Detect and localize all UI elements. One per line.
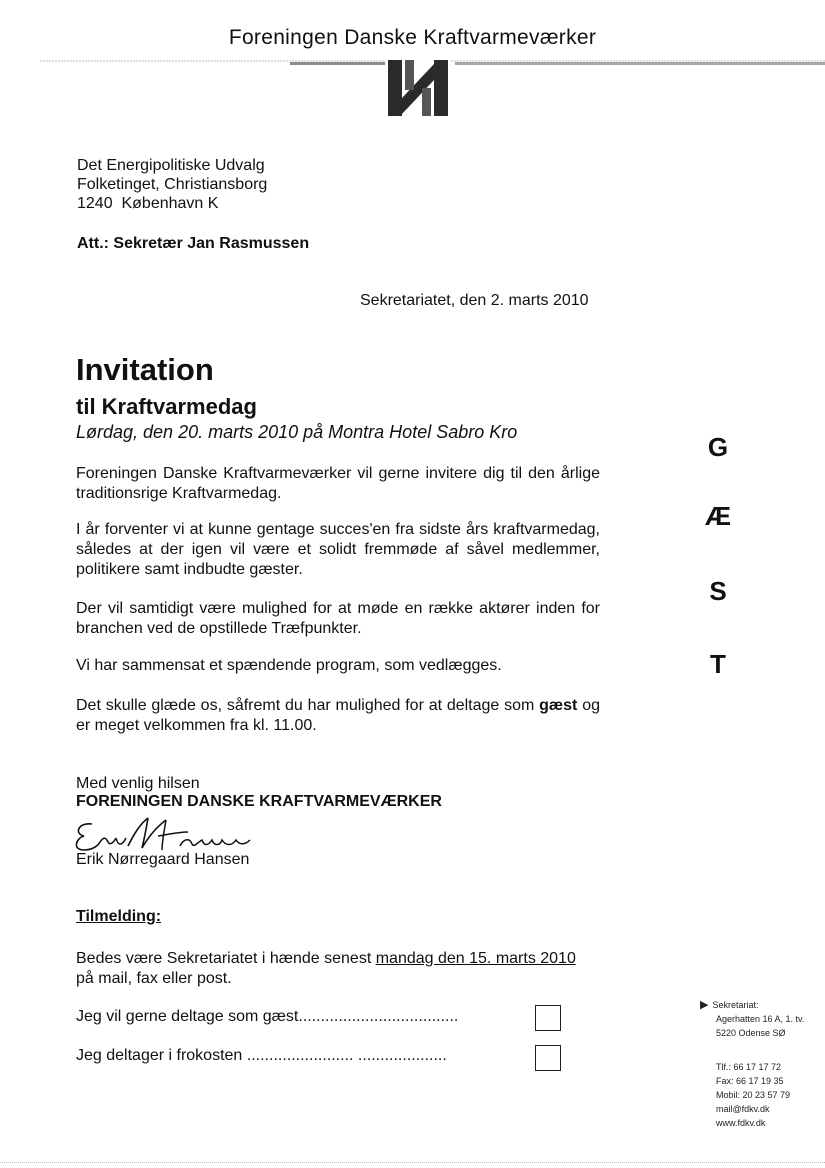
registration-text bbox=[76, 949, 576, 989]
body-paragraph: Foreningen Danske Kraftvarmeværker vil gerne invitere dig til den årlige traditionsrige Kraftvarmedag. bbox=[76, 465, 600, 502]
handwritten-signature bbox=[70, 812, 260, 856]
body-paragraph: Der vil samtidigt være mulighed for at møde en række aktører inden for branchen ved de opstillede Træfpunkter. bbox=[76, 600, 600, 637]
body-text: og er meget velkommen fra kl. 11.00. bbox=[76, 697, 600, 734]
body-paragraph: I år forventer vi at kunne gentage succes'en fra sidste års kraftvarmedag, således at der igen vil være et solidt fremmøde af såvel medlemmer, politikere samt indbudte gæster. bbox=[76, 521, 600, 578]
contact-phone: Tlf.: 66 17 17 72 bbox=[716, 1062, 782, 1072]
option-guest-label: Jeg vil gerne deltage som gæst.................................... bbox=[76, 1008, 459, 1025]
letterhead-title: Foreningen Danske Kraftvarmeværker bbox=[228, 26, 597, 49]
guest-letter: T bbox=[710, 649, 726, 679]
event-date-place: Lørdag, den 20. marts 2010 på Montra Hotel Sabro Kro bbox=[76, 422, 518, 442]
contact-mobile: Mobil: 20 23 57 79 bbox=[716, 1090, 791, 1100]
option-lunch-label: Jeg deltager i frokosten ........................ .................... bbox=[76, 1047, 447, 1064]
contact-label: Sekretariat: bbox=[712, 1000, 759, 1010]
guest-checkbox[interactable] bbox=[535, 1005, 561, 1031]
registration-text-part: på mail, fax eller post. bbox=[76, 970, 232, 987]
attention-line: Att.: Sekretær Jan Rasmussen bbox=[77, 235, 310, 252]
body-paragraph: Vi har sammensat et spændende program, som vedlægges. bbox=[76, 657, 502, 674]
recipient-address bbox=[77, 156, 267, 213]
registration-text-part: Bedes være Sekretariatet i hænde senest bbox=[76, 950, 376, 967]
signer-name: Erik Nørregaard Hansen bbox=[76, 851, 250, 868]
invitation-title: Invitation bbox=[76, 352, 214, 387]
guest-letter: G bbox=[707, 432, 729, 462]
scan-edge-line bbox=[0, 1162, 825, 1164]
contact-email: mail@fdkv.dk bbox=[716, 1104, 770, 1114]
guest-letter: S bbox=[709, 576, 727, 606]
registration-heading: Tilmelding: bbox=[76, 908, 162, 925]
contact-city: 5220 Odense SØ bbox=[716, 1028, 786, 1038]
contact-street: Agerhatten 16 A, 1. tv. bbox=[716, 1014, 805, 1024]
body-paragraph bbox=[76, 696, 600, 736]
closing-organization: FORENINGEN DANSKE KRAFTVARMEVÆRKER bbox=[76, 793, 442, 810]
recipient-line: Det Energipolitiske Udvalg bbox=[77, 157, 265, 174]
recipient-line: Folketinget, Christiansborg bbox=[77, 176, 268, 193]
guest-letter: Æ bbox=[705, 501, 731, 531]
recipient-line: 1240 København K bbox=[77, 195, 219, 212]
association-logo bbox=[386, 58, 450, 118]
date-line: Sekretariatet, den 2. marts 2010 bbox=[360, 292, 589, 309]
contact-website: www.fdkv.dk bbox=[716, 1118, 766, 1128]
registration-deadline: mandag den 15. marts 2010 bbox=[375, 950, 576, 967]
body-text: Det skulle glæde os, såfremt du har mulighed for at deltage som bbox=[76, 697, 540, 714]
invitation-subtitle: til Kraftvarmedag bbox=[76, 394, 257, 419]
lunch-checkbox[interactable] bbox=[535, 1045, 561, 1071]
closing-greeting: Med venlig hilsen bbox=[76, 775, 200, 792]
body-bold-text: gæst bbox=[539, 697, 578, 714]
contact-block bbox=[700, 998, 804, 1130]
contact-fax: Fax: 66 17 19 35 bbox=[716, 1076, 784, 1086]
pointer-icon: ▶ bbox=[700, 999, 709, 1011]
